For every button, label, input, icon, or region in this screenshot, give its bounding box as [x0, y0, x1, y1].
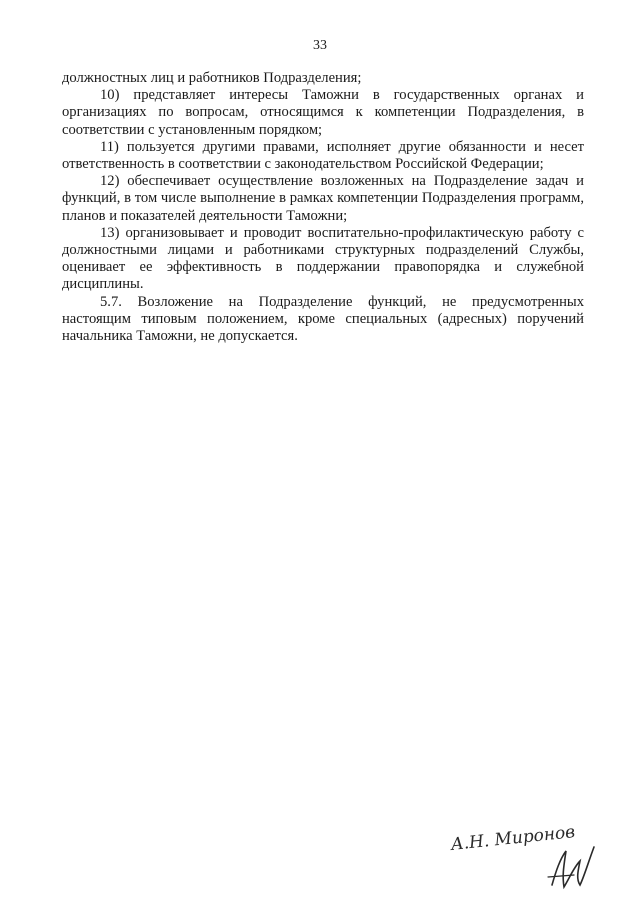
signature-name: А.Н. Миронов: [449, 822, 577, 855]
paragraph-continuation: должностных лиц и работников Подразделения;: [62, 70, 362, 86]
paragraph-item-12: 12) обеспечивает осуществление возложенных на Подразделение задач и функций, в том числе выполнение в рамках компетенции Подразделения программ, планов и показателей деятельности Таможни;: [62, 173, 584, 224]
signature-block: [449, 822, 612, 895]
signature-mark-icon: [544, 841, 604, 893]
paragraph-item-13: 13) организовывает и проводит воспитательно-профилактическую работу с должностными лицами и работниками структурных подразделений Службы, оценивает ее эффективность в поддержании правопорядка и служебной дисциплины.: [62, 224, 584, 293]
page-number: 33: [313, 38, 327, 53]
paragraph-item-11: 11) пользуется другими правами, исполняет другие обязанности и несет ответственность в соответствии с законодательством Российской Федерации;: [62, 138, 584, 173]
paragraph-section-5-7: 5.7. Возложение на Подразделение функций, не предусмотренных настоящим типовым положением, кроме специальных (адресных) поручений начальника Таможни, не допускается.: [62, 293, 584, 345]
document-body: [62, 70, 584, 345]
paragraph-item-10: 10) представляет интересы Таможни в государственных органах и организациях по вопросам, относящимся к компетенции Подразделения, в соответствии с установленным порядком;: [62, 87, 584, 138]
